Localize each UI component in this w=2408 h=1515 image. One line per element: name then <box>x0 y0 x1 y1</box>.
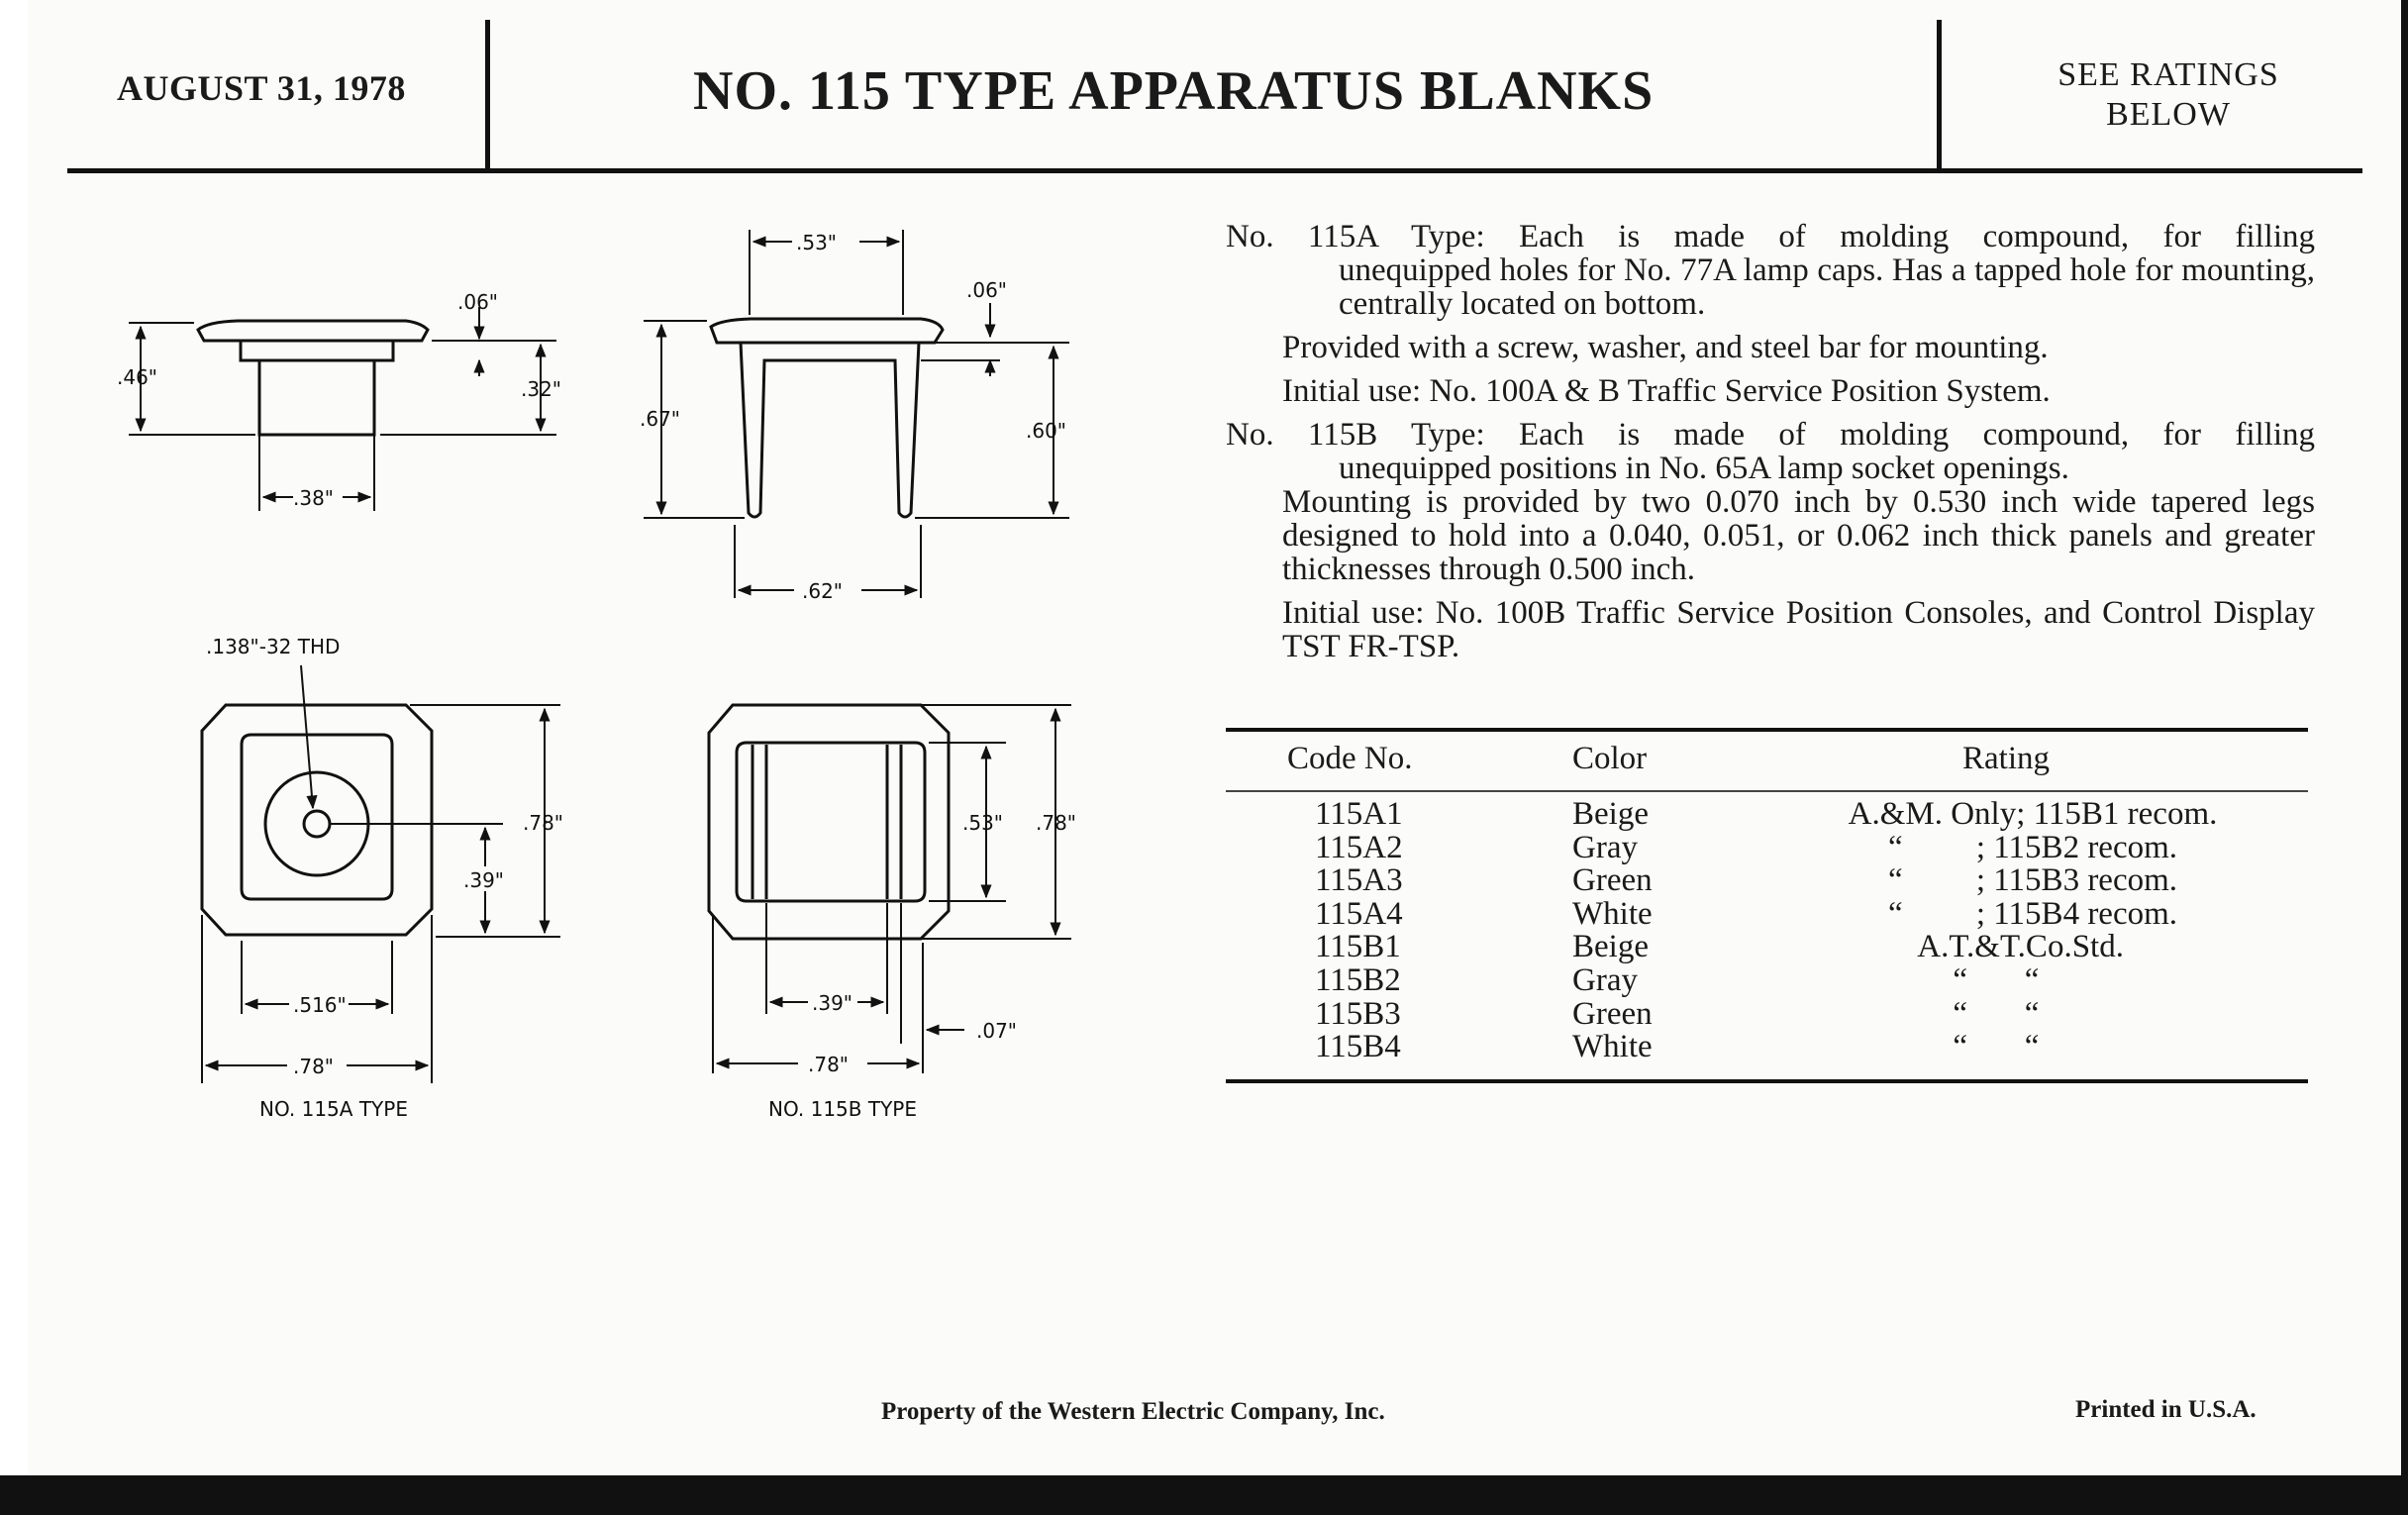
table-row <box>1226 864 2308 898</box>
color-cell: White <box>1572 1029 1653 1065</box>
code-cell: 115B1 <box>1315 929 1401 965</box>
dim-label: .39" <box>812 991 853 1015</box>
code-cell: 115A4 <box>1315 895 1403 932</box>
figure-caption-115b: NO. 115B TYPE <box>768 1097 917 1121</box>
table-row <box>1226 798 2308 832</box>
dim-label: .06" <box>457 290 499 314</box>
table-row <box>1226 829 2308 865</box>
color-cell: Gray <box>1572 961 1638 998</box>
code-cell: 115B4 <box>1315 1029 1401 1065</box>
color-cell: White <box>1572 895 1653 932</box>
115a-heading: No. 115A Type: Each is made of molding compound, for filling <box>1226 219 2315 254</box>
color-cell: Beige <box>1572 929 1649 965</box>
side-view-115a <box>129 307 556 511</box>
header-date: AUGUST 31, 1978 <box>117 68 406 108</box>
rating-cell: “ ; 115B2 recom. <box>1887 829 2178 865</box>
header-color: Color <box>1572 741 1648 776</box>
table-row <box>1226 931 2308 964</box>
dim-label: .53" <box>796 231 838 254</box>
dim-label: .62" <box>802 579 844 603</box>
description <box>1226 220 2315 663</box>
rating-cell: A.T.&T.Co.Std. <box>1917 929 2149 965</box>
115b-initial-use: Initial use: No. 100B Traffic Service Position Consoles, and Control Display TST FR-TSP. <box>1282 595 2315 664</box>
dim-label: .78" <box>808 1053 850 1076</box>
115a-provided: Provided with a screw, washer, and steel bar for mounting. <box>1282 330 2049 365</box>
rating-cell: “ ; 115B4 recom. <box>1887 895 2178 932</box>
thread-label: .138"-32 THD <box>206 635 341 658</box>
115b-heading: No. 115B Type: Each is made of molding compound, for filling <box>1226 417 2315 453</box>
rating-cell: “ ; 115B3 recom. <box>1887 862 2178 899</box>
code-cell: 115A1 <box>1315 796 1403 832</box>
code-cell: 115A2 <box>1315 829 1403 865</box>
dim-label: .46" <box>117 365 158 389</box>
page-title: NO. 115 TYPE APPARATUS BLANKS <box>693 60 1655 122</box>
scan-edge-right <box>2401 0 2408 1515</box>
rating-cell: A.&M. Only; 115B1 recom. <box>1848 796 2218 832</box>
color-cell: Green <box>1572 995 1653 1032</box>
ratings-table <box>1226 798 2308 1064</box>
technical-drawings <box>0 0 1188 1188</box>
scan-edge-bottom <box>0 1475 2408 1515</box>
table-rule-bottom <box>1226 1079 2308 1083</box>
footer-property: Property of the Western Electric Company, Inc. <box>881 1398 1385 1425</box>
115a-initial-use: Initial use: No. 100A & B Traffic Service Position System. <box>1282 373 2051 409</box>
header-code: Code No. <box>1287 741 1413 776</box>
rating-cell: “ “ <box>1953 1029 2113 1065</box>
table-rule-top <box>1226 728 2308 732</box>
rating-cell: “ “ <box>1953 961 2113 998</box>
footer-printed: Printed in U.S.A. <box>2075 1396 2257 1423</box>
figure-caption-115a: NO. 115A TYPE <box>259 1097 408 1121</box>
table-row <box>1226 1031 2308 1064</box>
header-rating: Rating <box>1962 741 2050 776</box>
dim-label: .78" <box>1036 811 1077 835</box>
color-cell: Beige <box>1572 796 1649 832</box>
dim-label: .67" <box>640 407 681 431</box>
color-cell: Green <box>1572 862 1653 899</box>
top-view-115b <box>709 705 1071 1073</box>
dim-label: .53" <box>962 811 1004 835</box>
dim-label: .39" <box>463 868 505 892</box>
top-view-115a <box>202 665 560 1083</box>
dim-label: .06" <box>966 278 1008 302</box>
dim-label: .32" <box>521 377 562 401</box>
ratings-line-1: SEE RATINGS <box>2057 56 2279 93</box>
115b-mounting: Mounting is provided by two 0.070 inch by 0.530 inch wide tapered legs designed to hold into a 0.040, 0.051, or 0.062 inch thick panels and greater thicknesses through 0.500 inch. <box>1282 484 2315 587</box>
dim-label: .516" <box>293 993 347 1017</box>
table-row <box>1226 895 2308 932</box>
code-cell: 115A3 <box>1315 862 1403 899</box>
color-cell: Gray <box>1572 829 1638 865</box>
code-cell: 115B2 <box>1315 961 1401 998</box>
table-row <box>1226 961 2308 998</box>
dim-label: .38" <box>293 486 335 510</box>
header-divider-right <box>1937 20 1942 168</box>
table-row <box>1226 995 2308 1032</box>
dim-label: .60" <box>1026 419 1067 443</box>
ratings-line-2: BELOW <box>2106 96 2231 133</box>
header-ratings-note <box>1970 55 2366 135</box>
dim-label: .78" <box>293 1055 335 1078</box>
dim-label: .07" <box>976 1019 1018 1043</box>
code-cell: 115B3 <box>1315 995 1401 1032</box>
115a-body: unequipped holes for No. 77A lamp caps. Has a tapped hole for mounting, centrally located on bottom. <box>1339 252 2315 322</box>
dim-label: .78" <box>523 811 564 835</box>
table-rule-header <box>1226 790 2308 792</box>
rating-cell: “ “ <box>1953 995 2113 1032</box>
115b-body: unequipped positions in No. 65A lamp socket openings. <box>1339 451 2069 486</box>
